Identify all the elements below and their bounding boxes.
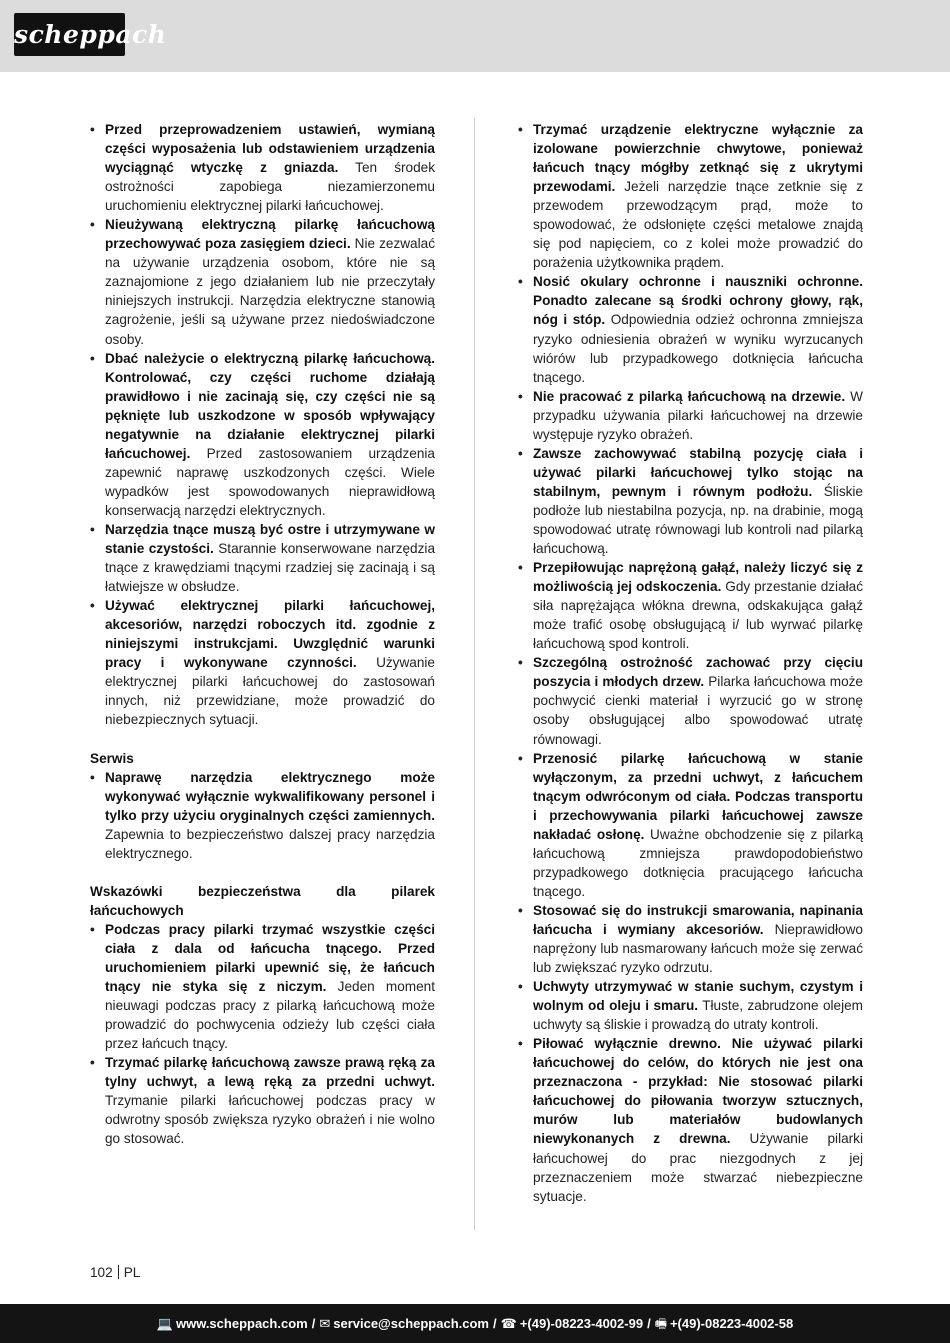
list-item — [90, 1053, 435, 1148]
page-number-value: 102 — [90, 1265, 113, 1280]
item-bold-text: Narzędzia tnące muszą być ostre i utrzymywane w stanie czystości. — [105, 521, 435, 557]
item-text: Odpowiednia odzież ochronna zmniejsza ryzyko odniesienia obrażeń w wyniku wyrzucanych wiórów lub przypadkowego dotknięcia łańcucha tnącego. — [533, 312, 863, 385]
item-bold-text: Zawsze zachowywać stabilną pozycję ciała i używać pilarki łańcuchowej tylko stojąc na stabilnym, pewnym i równym podłożu. — [533, 445, 863, 499]
item-text: Trzymanie pilarki łańcuchowej podczas pracy w odwrotny sposób zwiększa ryzyko obrażeń i nie wolno go stosować. — [105, 1093, 435, 1147]
footer-fax: +(49)-08223-4002-58 — [669, 1316, 794, 1331]
item-bold-text: Naprawę narzędzia elektrycznego może wykonywać wyłącznie wykwalifikowany personel i tylko przy użyciu oryginalnych części zamiennych. — [105, 769, 435, 823]
item-text: Starannie konserwowane narzędzia tnące z krawędziami tnącymi rzadziej się zacinają i są łatwiejsze w obsłudze. — [105, 541, 435, 595]
item-bold-text: Nie pracować z pilarką łańcuchową na drzewie. — [533, 388, 846, 404]
bullet-list-serwis — [90, 768, 435, 863]
list-item — [518, 120, 863, 272]
list-item — [518, 272, 863, 386]
list-item — [518, 1034, 863, 1205]
spacer — [90, 863, 435, 882]
right-column — [518, 120, 863, 1206]
item-bold-text: Piłować wyłącznie drewno. Nie używać pilarki łańcuchowej do celów, do których nie jest ona przeznaczona - przykład: Nie stosować pilarki łańcuchowej do piłowania tworzyw sztucznych, murów lub materiałów budowlanych niewykonanych z drewna. — [533, 1036, 863, 1147]
item-text: Używanie pilarki łańcuchowej do prac niezgodnych z jej przeznaczeniem może stwarzać niebezpieczne sytuacje. — [533, 1131, 863, 1204]
fax-icon: 🖷 — [654, 1316, 667, 1331]
section-heading-wskazowki: Wskazówki bezpieczeństwa dla pilarek łańcuchowych — [90, 883, 435, 918]
list-item — [90, 349, 435, 520]
phone-icon: ☎ — [500, 1316, 517, 1331]
bullet-list-general — [90, 120, 435, 730]
item-text: Gdy przestanie działać siła naprężająca włókna drewna, odskakująca gałąź może trafić osobę obsługującą i/ lub wyrwać pilarkę łańcuchową spod kontroli. — [533, 579, 864, 652]
page-language: PL — [123, 1265, 141, 1280]
item-text: Uważne obchodzenie się z pilarką łańcuchową zmniejsza prawdopodobieństwo przypadkowego dotknięcia pracującego łańcucha tnącego. — [533, 826, 863, 899]
footer-phone: +(49)-08223-4002-99 — [519, 1316, 644, 1331]
item-text: Tłuste, zabrudzone olejem uchwyty są śliskie i prowadzą do utraty kontroli. — [533, 998, 863, 1033]
item-text: Nieprawidłowo naprężony lub nasmarowany łańcuch może się zerwać lub zwiększać ryzyko odrzutu. — [533, 921, 863, 976]
left-column — [90, 120, 435, 1148]
list-item — [518, 558, 863, 653]
list-item — [518, 977, 863, 1034]
footer-separator: / — [493, 1316, 497, 1331]
list-item — [90, 215, 435, 348]
item-bold-text: Szczególną ostrożność zachować przy cięciu poszycia i młodych drzew. — [533, 655, 863, 690]
item-bold-text: Przed przeprowadzeniem ustawień, wymianą części wyposażenia lub odstawieniem urządzenia wyciągnąć wtyczkę z gniazda. — [105, 122, 435, 176]
item-bold-text: Stosować się do instrukcji smarowania, napinania łańcucha i wymiany akcesoriów. — [533, 902, 863, 937]
list-item — [518, 901, 863, 977]
footer-website-link[interactable]: www.scheppach.com — [175, 1316, 308, 1331]
page-number-separator — [118, 1265, 119, 1279]
item-bold-text: Trzymać urządzenie elektryczne wyłącznie za izolowane powierzchnie chwytowe, ponieważ łańcuch tnący mógłby zetknąć się z ukrytymi przewodami. — [533, 122, 863, 195]
item-text: Śliskie podłoże lub niestabilna pozycja, np. na drabinie, mogą spowodować utratę równowagi lub kontroli nad pilarką łańcuchową. — [533, 483, 863, 557]
item-bold-text: Używać elektrycznej pilarki łańcuchowej, akcesoriów, narzędzi roboczych itd. zgodnie z niniejszymi instrukcjami. Uwzględnić warunki pracy i wykonywane czynności. — [105, 598, 435, 671]
item-text: W przypadku używania pilarki łańcuchowej na drzewie występuje ryzyko obrażeń. — [533, 388, 863, 442]
footer-separator: / — [647, 1316, 651, 1331]
bullet-list-right — [518, 120, 863, 1206]
item-bold-text: Dbać należycie o elektryczną pilarkę łańcuchową. Kontrolować, czy części ruchome działają prawidłowo i nie zacinają się, czy części nie są pęknięte lub uszkodzone w sposób wpływający negatywnie na działanie elektrycznej pilarki łańcuchowej. — [105, 350, 435, 461]
list-item — [90, 596, 435, 729]
item-bold-text: Nieużywaną elektryczną pilarkę łańcuchową przechowywać poza zasięgiem dzieci. — [105, 217, 435, 252]
list-item — [90, 920, 435, 1053]
section-heading-serwis: Serwis — [90, 750, 134, 766]
item-text: Przed zastosowaniem urządzenia zapewnić naprawę uszkodzonych części. Wiele wypadków jest spowodowanych nieprawidłową konserwacją narzędzi elektrycznych. — [105, 445, 435, 518]
brand-logo: scheppach — [14, 13, 125, 56]
list-item — [90, 520, 435, 596]
footer-separator: / — [311, 1316, 316, 1331]
footer-band — [0, 1304, 950, 1343]
item-bold-text: Przenosić pilarkę łańcuchową w stanie wyłączonym, za przedni uchwyt, z łańcuchem tnącym odwróconym od ciała. Podczas transportu i przechowywania pilarki łańcuchowej zawsze nakładać osłonę. — [533, 750, 863, 842]
item-bold-text: Podczas pracy pilarki trzymać wszystkie części ciała z dala od łańcucha tnącego. Przed uruchomieniem pilarki upewnić się, że łańcuch tnący nie styka się z niczym. — [105, 921, 435, 995]
list-item — [90, 768, 435, 863]
item-text: Jeżeli narzędzie tnące zetknie się z przewodem przewodzącym prąd, może to spowodować, że odsłonięte części metalowe znajdą się pod napięciem, co z kolei może prowadzić do porażenia użytkownika prądem. — [533, 179, 863, 271]
header-band — [0, 0, 950, 72]
list-item — [518, 444, 863, 558]
item-bold-text: Nosić okulary ochronne i nauszniki ochronne. Ponadto zalecane są środki ochrony głowy, rąk, nóg i stóp. — [533, 274, 863, 328]
bullet-list-wskazowki — [90, 920, 435, 1149]
column-divider — [474, 118, 475, 1230]
item-text: Zapewnia to bezpieczeństwo dalszej pracy narzędzia elektrycznego. — [105, 826, 435, 861]
list-item — [518, 749, 863, 901]
item-text: Pilarka łańcuchowa może pochwycić cienki materiał i wyrzucić go w stronę osoby obsługującej albo spowodować utratę równowagi. — [533, 674, 863, 747]
spacer — [90, 730, 435, 749]
item-text: Ten środek ostrożności zapobiega niezamierzonemu uruchomieniu elektrycznej pilarki łańcuchowej. — [105, 160, 435, 214]
computer-icon: 💻 — [156, 1316, 173, 1331]
list-item — [90, 120, 435, 215]
item-bold-text: Uchwyty utrzymywać w stanie suchym, czystym i wolnym od oleju i smaru. — [533, 979, 863, 1014]
list-item — [518, 653, 863, 748]
item-text: Używanie elektrycznej pilarki łańcuchowej do zastosowań innych, niż przewidziane, może prowadzić do niebezpiecznych sytuacji. — [105, 655, 435, 728]
footer-email-link[interactable]: service@scheppach.com — [333, 1316, 489, 1331]
list-item — [518, 387, 863, 444]
item-text: Nie zezwalać na używanie urządzenia osobom, które nie są zaznajomione z jego działaniem lub nie przeczytały niniejszych instrukcji. Narzędzia elektryczne stanowią zagrożenie, jeśli są używane przez niedoświadczone osoby. — [105, 236, 435, 347]
page-number — [90, 1265, 140, 1280]
item-bold-text: Trzymać pilarkę łańcuchową zawsze prawą ręką za tylny uchwyt, a lewą ręką za przedni uchwyt. — [105, 1055, 435, 1090]
item-text: Jeden moment nieuwagi podczas pracy z pilarką łańcuchową może prowadzić do pochwycenia odzieży lub części ciała przez łańcuch tnący. — [105, 979, 436, 1052]
mail-icon: ✉ — [319, 1316, 331, 1331]
item-bold-text: Przepiłowując naprężoną gałąź, należy liczyć się z możliwością jej odskoczenia. — [533, 560, 863, 595]
